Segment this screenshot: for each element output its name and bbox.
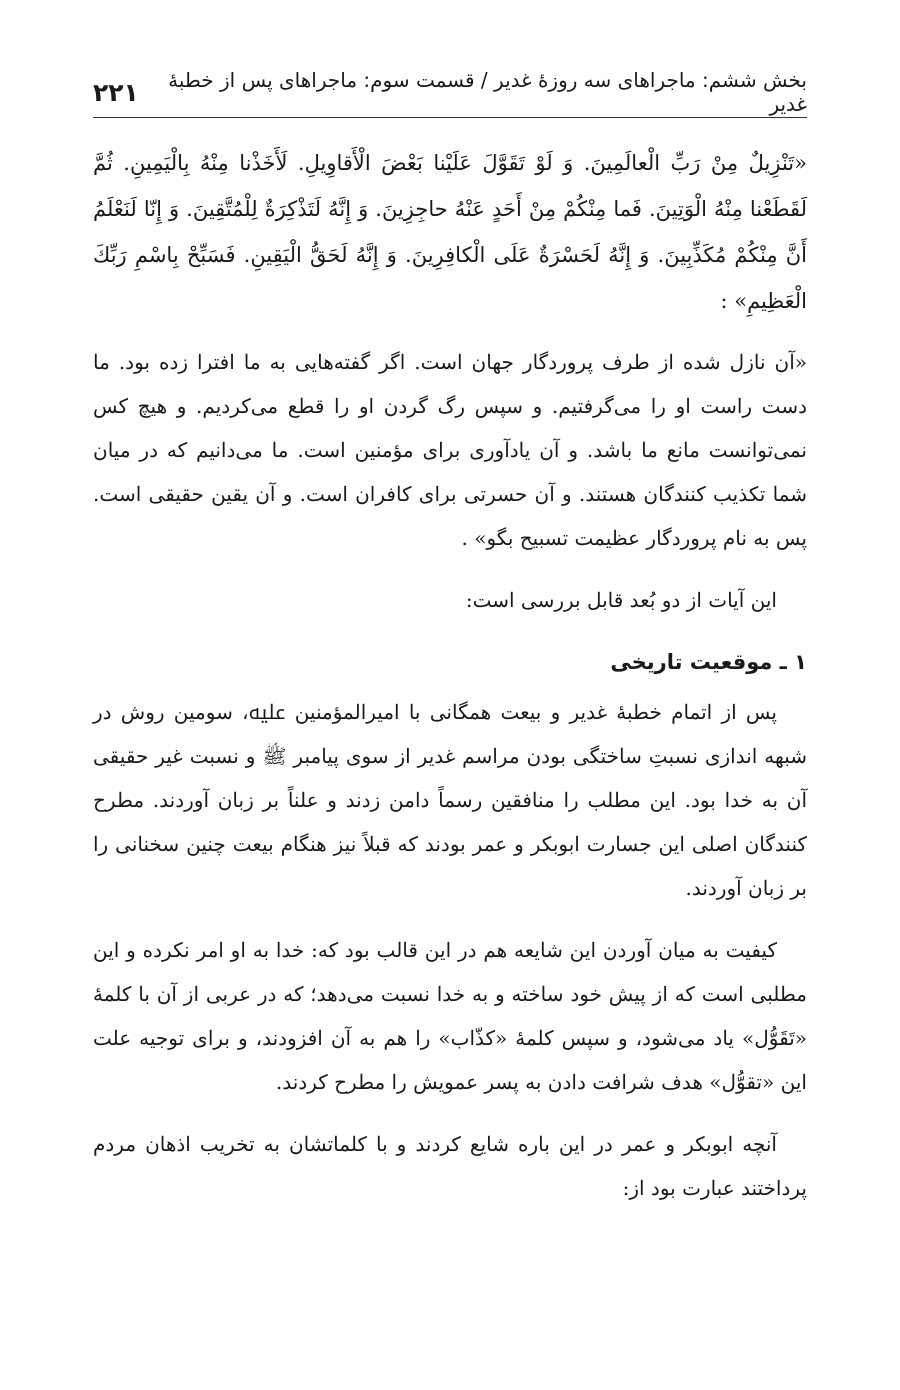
running-header: [93, 68, 807, 116]
page-body: [93, 140, 807, 1228]
section-heading: ۱ ـ موقعیت تاریخی: [610, 650, 807, 674]
header-rule: [93, 117, 807, 118]
verse-translation: «آن نازل شده از طرف پروردگار جهان است. اگر گفته‌هایی به ما افترا زده بود. ما دست راست او را می‌گرفتیم. و سپس رگ گردن او را قطع می‌کردیم. و هیچ کس نمی‌توانست مانع ما باشد. و آن یادآوری برای مؤمنین است. ما می‌دانیم که در میان شما تکذیب کنندگان هستند. و آن حسرتی برای کافران است. و آن یقین حقیقی است. پس به نام پروردگار عظیمت تسبیح بگو» .: [93, 350, 807, 550]
intro-sentence: این آیات از دو بُعد قابل بررسی است:: [465, 588, 777, 612]
header-title: بخش ششم: ماجراهای سه روزهٔ غدیر / قسمت سوم: ماجراهای پس از خطبهٔ غدیر: [168, 68, 807, 116]
page-number: ۲۲۱: [93, 77, 139, 107]
quran-verses: «تَنْزِيلٌ مِنْ رَبِّ الْعالَمِينَ. وَ لَوْ تَقَوَّلَ عَلَيْنا بَعْضَ الْأَقاوِيلِ. لَأَخَذْنا مِنْهُ بِالْيَمِينِ. ثُمَّ لَقَطَعْنا مِنْهُ الْوَتِينَ. فَما مِنْكُمْ مِنْ أَحَدٍ عَنْهُ حاجِزِينَ. وَ إِنَّهُ لَتَذْكِرَةٌ لِلْمُتَّقِينَ. وَ إِنّا لَنَعْلَمُ أَنَّ مِنْكُمْ مُكَذِّبِينَ. وَ إِنَّهُ لَحَسْرَةٌ عَلَى الْكافِرِينَ. وَ إِنَّهُ لَحَقُّ الْيَقِينِ. فَسَبِّحْ بِاسْمِ رَبِّكَ الْعَظِيمِ» :: [93, 151, 807, 313]
body-paragraph-1: پس از اتمام خطبهٔ غدیر و بیعت همگانی با امیرالمؤمنین ﷷ، سومین روش در شبهه اندازی نسبتِ ساختگی بودن مراسم غدیر از سوی پیامبر ﷺ و نسبت غیر حقیقی آن به خدا بود. این مطلب را منافقین رسماً دامن زدند و علناً بر زبان آوردند. مطرح کنندگان اصلی این جسارت ابوبکر و عمر بودند که قبلاً نیز هنگام بیعت چنین سخنانی را بر زبان آوردند.: [93, 700, 807, 900]
body-paragraph-3: آنچه ابوبکر و عمر در این باره شایع کردند و با کلماتشان به تخریب اذهان مردم پرداختند عبارت بود از:: [93, 1132, 807, 1200]
body-paragraph-2: کیفیت به میان آوردن این شایعه هم در این قالب بود که: خدا به او امر نکرده و این مطلبی است که از پیش خود ساخته و به خدا نسبت می‌دهد؛ که در عربی از آن با کلمهٔ «تَقَوُّل» یاد می‌شود، و سپس کلمهٔ «کذّاب» را هم به آن افزودند، و برای توجیه علت این «تقوُّل» هدف شرافت دادن به پسر عمویش را مطرح کردند.: [93, 938, 807, 1094]
